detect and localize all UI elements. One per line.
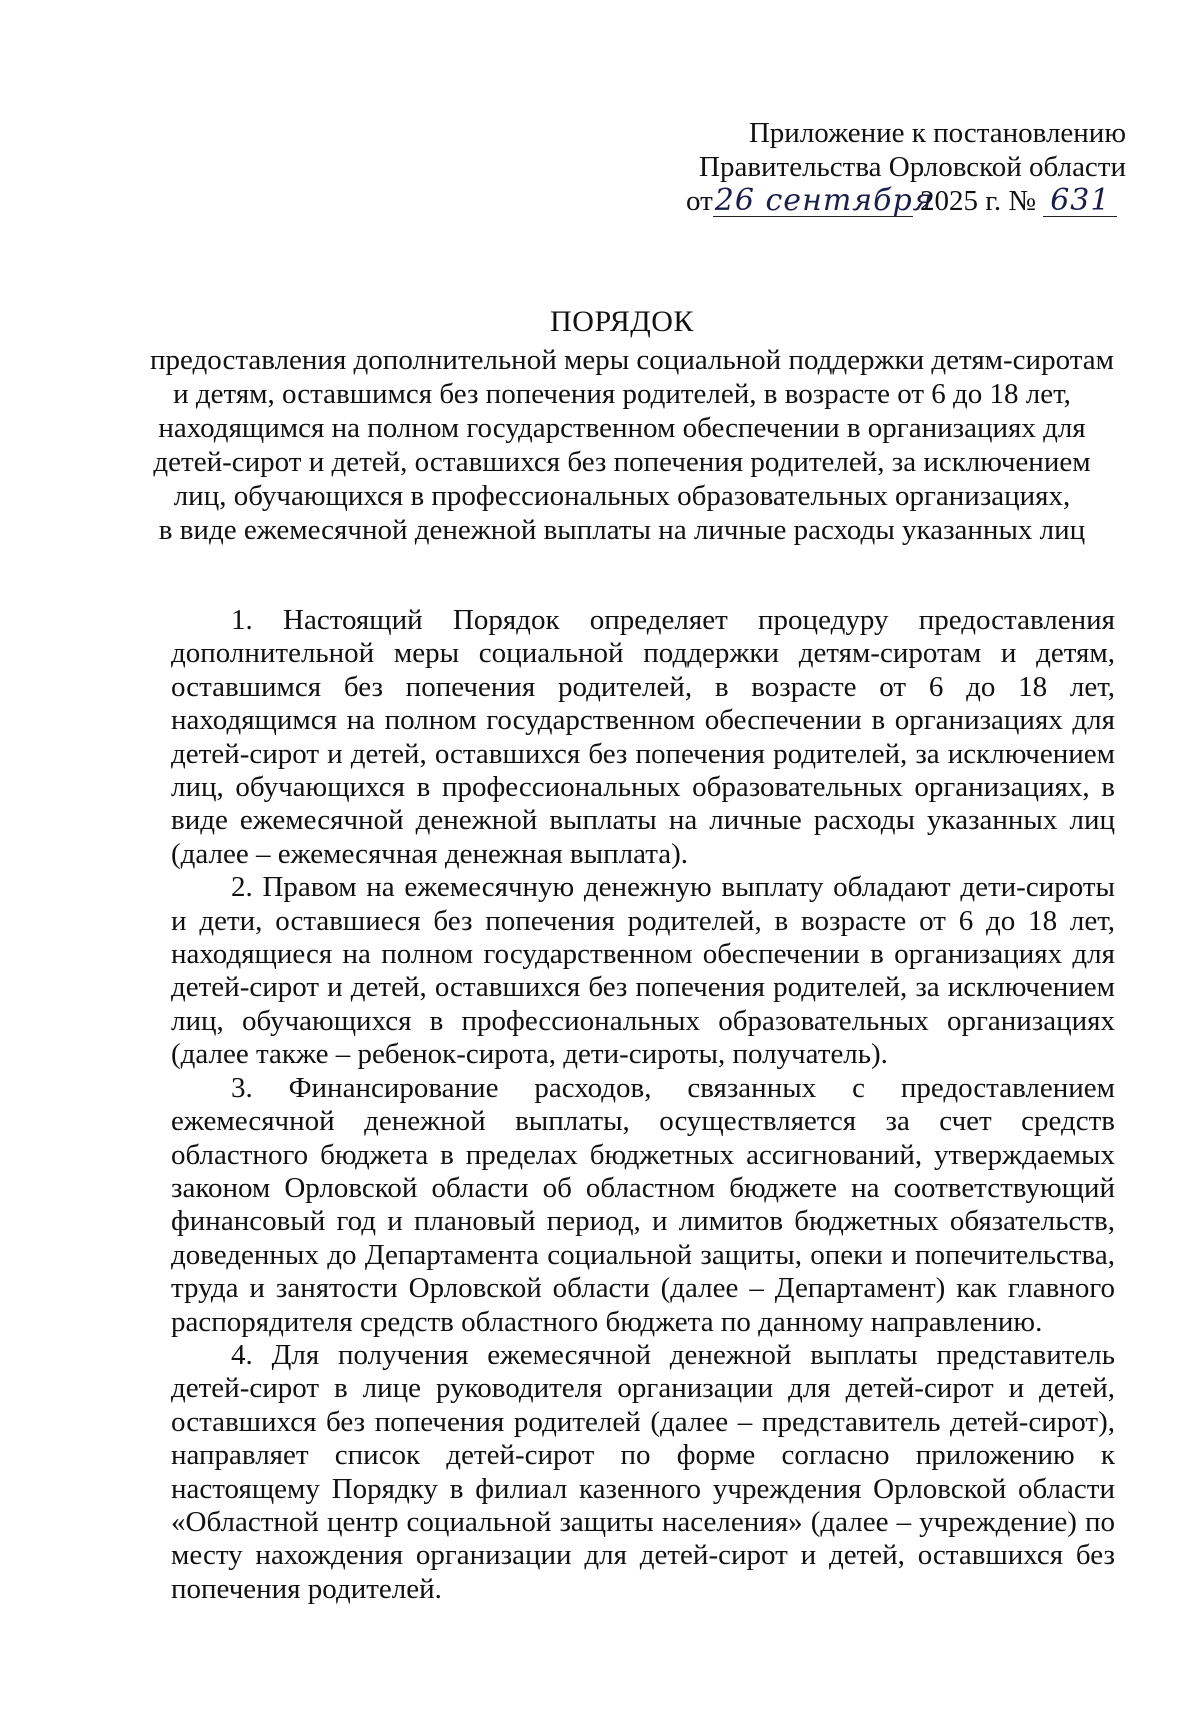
paragraph-4: 4. Для получения ежемесячной денежной выплаты представитель детей-сирот в лице руководителя организации для детей-сирот и детей, оставшихся без попечения родителей (далее – представитель детей-сирот), направляет список детей-сирот по форме согласно приложению к настоящему Порядку в филиал казенного учреждения Орловской области «Областной центр социальной защиты населения» (далее – учреждение) по месту нахождения организации для детей-сирот и детей, оставшихся без попечения родителей.: [171, 1338, 1115, 1605]
title-line: предоставления дополнительной меры социальной поддержки детям-сиротам: [150, 344, 1114, 376]
approval-block: [686, 116, 1126, 218]
approval-prefix: от: [686, 185, 713, 217]
approval-line-3: [686, 184, 1126, 218]
paragraph-2: 2. Правом на ежемесячную денежную выплату обладают дети-сироты и дети, оставшиеся без попечения родителей, в возрасте от 6 до 18 лет, находящиеся на полном государственном обеспечении в организациях для детей-сирот и детей, оставшихся без попечения родителей, за исключением лиц, обучающихся в профессиональных образовательных организациях (далее также – ребенок-сирота, дети-сироты, получатель).: [171, 871, 1115, 1071]
handwritten-date: 26 сентября: [714, 183, 934, 218]
document-body: [171, 604, 1115, 1606]
title-line: в виде ежемесячной денежной выплаты на личные расходы указанных лиц: [158, 514, 1086, 546]
title-heading: ПОРЯДОК: [550, 305, 694, 338]
title-line: находящимся на полном государственном обеспечении в организациях для: [158, 412, 1086, 444]
title-line: детей-сирот и детей, оставшихся без попечения родителей, за исключением: [153, 446, 1091, 478]
approval-line-2: Правительства Орловской области: [699, 151, 1126, 183]
paragraph-1: 1. Настоящий Порядок определяет процедуру предоставления дополнительной меры социальной поддержки детям-сиротам и детям, оставшимся без попечения родителей, в возрасте от 6 до 18 лет, находящимся на полном государственном обеспечении в организациях для детей-сирот и детей, оставшихся без попечения родителей, за исключением лиц, обучающихся в профессиональных образовательных организациях, в виде ежемесячной денежной выплаты на личные расходы указанных лиц (далее – ежемесячная денежная выплата).: [171, 604, 1115, 870]
approval-line-1: Приложение к постановлению: [748, 117, 1126, 149]
paragraph-3: 3. Финансирование расходов, связанных с предоставлением ежемесячной денежной выплаты, осуществляется за счет средств областного бюджета в пределах бюджетных ассигнований, утверждаемых законом Орловской области об областном бюджете на соответствующий финансовый год и плановый период, и лимитов бюджетных обязательств, доведенных до Департамента социальной защиты, опеки и попечительства, труда и занятости Орловской области (далее – Департамент) как главного распорядителя средств областного бюджета по данному направлению.: [171, 1071, 1115, 1338]
document-title: [150, 305, 1114, 547]
approval-year: 2025 г. №: [920, 185, 1037, 217]
title-line: лиц, обучающихся в профессиональных образовательных организациях,: [173, 480, 1071, 512]
handwritten-number: 631: [1043, 186, 1117, 217]
title-line: и детям, оставшимся без попечения родителей, в возрасте от 6 до 18 лет,: [173, 378, 1071, 410]
